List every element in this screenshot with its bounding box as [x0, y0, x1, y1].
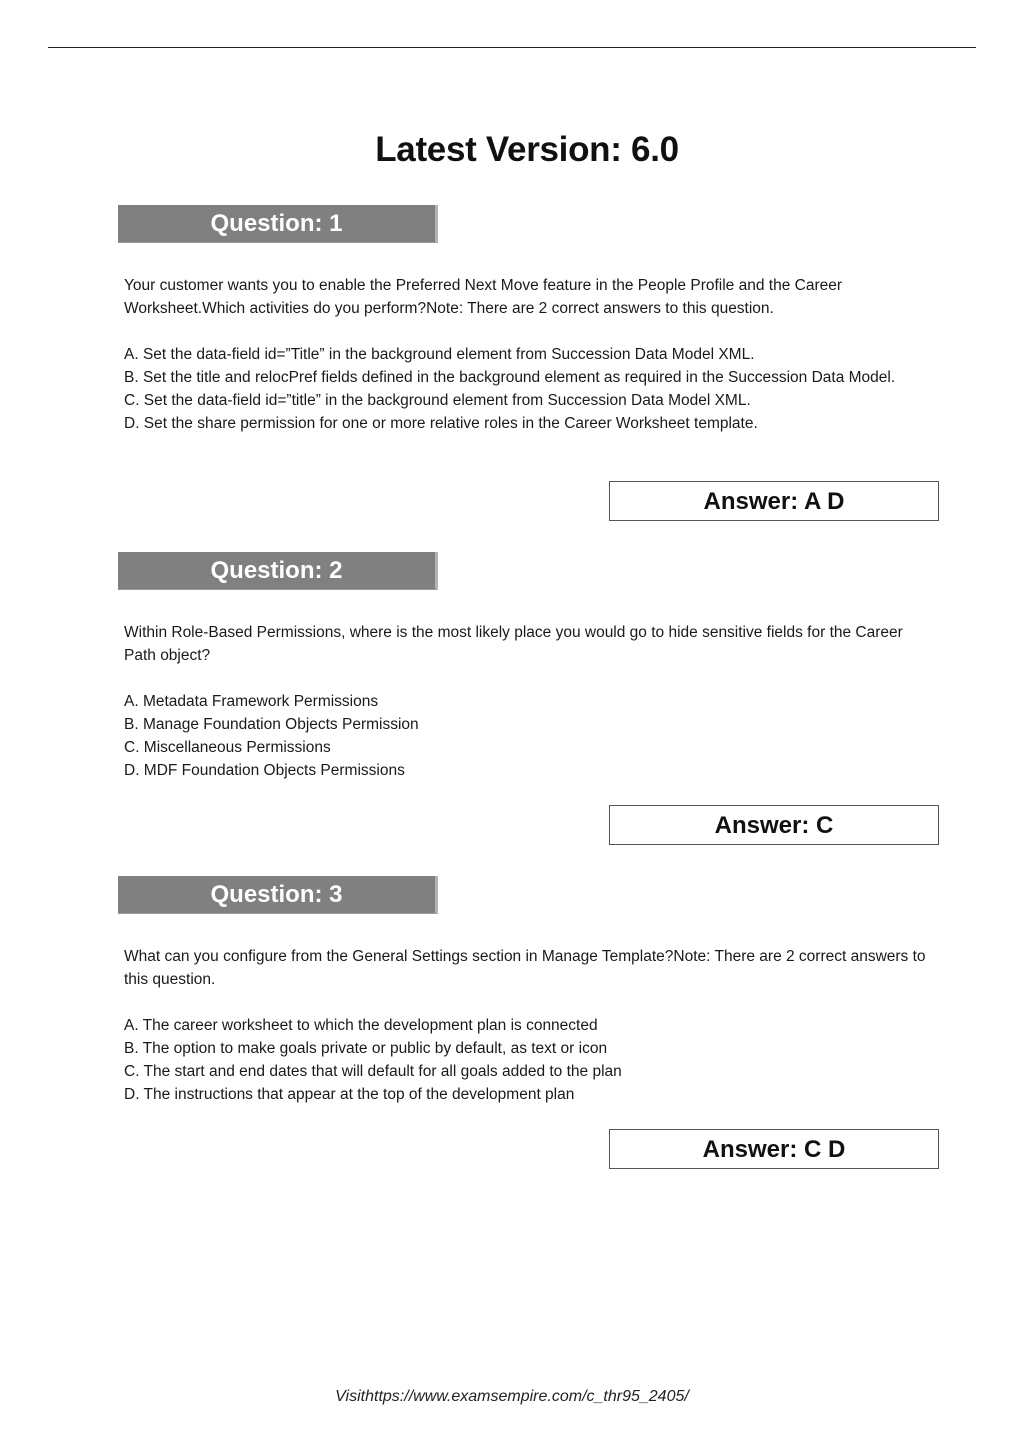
page-title: Latest Version: 6.0 [375, 130, 679, 169]
question-header: Question: 1 [118, 205, 438, 243]
option-b: B. Set the title and relocPref fields defined in the background element as required in the Succession Data Model. [124, 369, 896, 386]
answer-box: Answer: C D [609, 1129, 939, 1169]
question-body [124, 945, 934, 1106]
option-c: C. Set the data-field id=”title” in the background element from Succession Data Model XML. [124, 392, 751, 409]
top-rule [48, 47, 976, 48]
option-a: A. The career worksheet to which the development plan is connected [124, 1017, 598, 1034]
question-stem: Within Role-Based Permissions, where is the most likely place you would go to hide sensitive fields for the Career Path object? [124, 624, 903, 664]
question-body [124, 621, 934, 782]
option-d: D. MDF Foundation Objects Permissions [124, 762, 405, 779]
option-c: C. Miscellaneous Permissions [124, 739, 331, 756]
question-stem: What can you configure from the General Settings section in Manage Template?Note: There are 2 correct answers to this question. [124, 948, 926, 988]
footer-link[interactable]: Visithttps://www.examsempire.com/c_thr95_2405/ [335, 1388, 689, 1405]
option-c: C. The start and end dates that will default for all goals added to the plan [124, 1063, 622, 1080]
answer-box: Answer: A D [609, 481, 939, 521]
option-d: D. The instructions that appear at the top of the development plan [124, 1086, 575, 1103]
option-d: D. Set the share permission for one or more relative roles in the Career Worksheet template. [124, 415, 758, 432]
option-b: B. The option to make goals private or public by default, as text or icon [124, 1040, 608, 1057]
answer-box: Answer: C [609, 805, 939, 845]
option-a: A. Metadata Framework Permissions [124, 693, 379, 710]
question-body [124, 274, 934, 435]
question-header: Question: 3 [118, 876, 438, 914]
option-a: A. Set the data-field id=”Title” in the background element from Succession Data Model XML. [124, 346, 755, 363]
question-header: Question: 2 [118, 552, 438, 590]
option-b: B. Manage Foundation Objects Permission [124, 716, 419, 733]
question-stem: Your customer wants you to enable the Preferred Next Move feature in the People Profile and the Career Worksheet.Which activities do you perform?Note: There are 2 correct answers to this question. [124, 277, 843, 317]
